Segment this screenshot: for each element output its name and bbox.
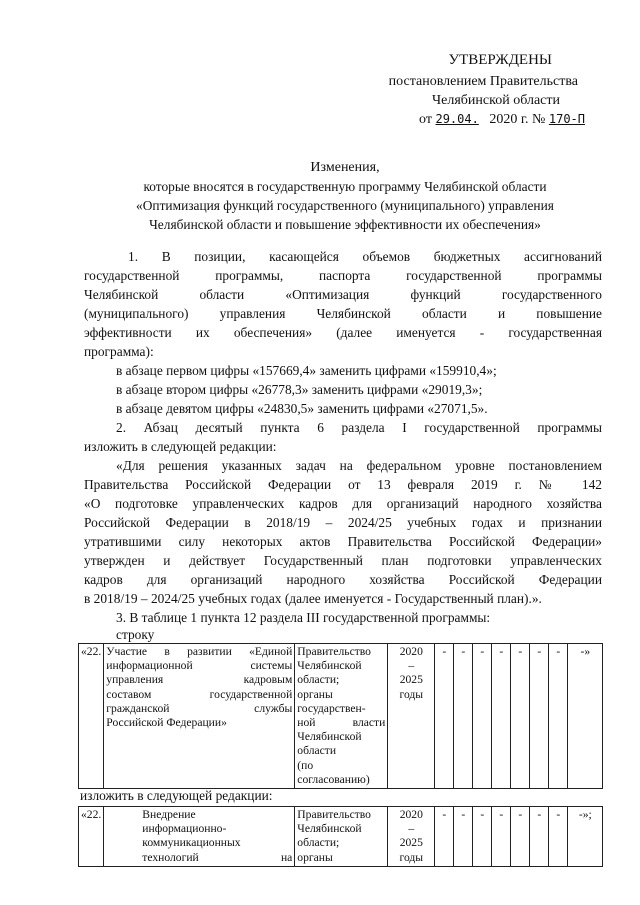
quote-line-8: в 2018/19 – 2024/25 учебных годах (далее именуется - Государственный план).». [84,591,542,606]
executor-line: ной власти [297,716,386,730]
name-line: гражданской службы [106,701,293,715]
table-row [79,644,603,789]
amendment-2: в абзаце втором цифры «26778,3» заменить цифрами «29019,3»; [116,382,483,397]
executor [295,807,388,867]
p3-line-1: 3. В таблице 1 пункта 12 раздела III государственной программы: [116,610,491,625]
p3-line-2: строку [116,627,155,642]
executor-line: Челябинской [297,822,362,836]
name-line: информационно- [142,822,227,836]
executor-line: (по [297,758,314,772]
name-line: информационной системы [106,659,293,673]
executor-line: области; [297,836,340,850]
value-cell: - [454,807,473,867]
quote-line-3: «О подготовке управленческих кадров для организаций народного хозяйства [84,496,602,511]
approval-heading: УТВЕРЖДЕНЫ [448,52,552,68]
quote-line-7: кадров для организаций народного хозяйства Российской Федерации [84,572,602,587]
period-line: 2025 [399,673,423,687]
p2-line-1: 2. Абзац десятый пункта 6 раздела I государственной программы [116,420,602,435]
name-line: коммуникационных [142,836,241,850]
value-cell: - [511,807,530,867]
date-prefix: от [419,112,432,127]
title-line-2: которые вносятся в государственную программу Челябинской области [143,179,547,194]
executor-line: Правительство [297,645,371,658]
quote-line-4: Российской Федерации в 2018/19 – 2024/25 учебных годах и признании [84,515,602,530]
period [388,807,435,867]
value-cell: - [549,644,568,789]
value-cell: - [473,644,492,789]
value-cell: - [492,807,511,867]
executor-line: органы [297,687,333,701]
value-cell-end: -» [568,644,603,789]
measure-name [104,644,295,789]
value-cell-end: -»; [568,807,603,867]
executor-line: Челябинской [297,659,362,673]
value-cell: - [454,644,473,789]
amendment-1: в абзаце первом цифры «157669,4» заменить цифрами «159910,4»; [116,363,497,378]
period-line: годы [399,687,424,701]
quote-line-6: утвержден и действует Государственный план подготовки управленческих [84,553,602,568]
executor-line: Челябинской [297,730,362,744]
p1-line-1: 1. В позиции, касающейся объемов бюджетных ассигнований [128,249,602,264]
title-line-3: «Оптимизация функций государственного (муниципального) управления [136,198,554,213]
new-edition-label: изложить в следующей редакции: [80,788,273,803]
value-cell: - [435,644,454,789]
value-cell: - [530,644,549,789]
value-cell: - [492,644,511,789]
year-text: 2020 г. № [489,112,546,127]
name-line: Внедрение [142,808,196,821]
p2-line-2: изложить в следующей редакции: [84,439,277,454]
date-value: 29.04. [435,112,479,126]
executor-line: органы [297,850,333,864]
approval-line-1: постановлением Правительства [388,74,578,89]
old-row-table [78,643,603,789]
p1-line-5: эффективности их обеспечения» (далее именуется - государственная [84,325,602,340]
period-line: 2020 [399,645,423,658]
executor-line: Правительство [297,808,371,821]
p1-line-6: программа): [84,344,154,359]
name-line: Участие в развитии «Единой [106,645,293,658]
row-number: «22. [79,644,104,789]
period-line: 2020 [399,808,423,821]
quote-line-2: Правительства Российской Федерации от 13 февраля 2019 г. № 142 [84,477,602,492]
name-line: технологий на [142,850,293,864]
row-number: «22. [79,807,104,867]
name-line: Российской Федерации» [106,716,227,730]
period-line: 2025 [399,836,423,850]
executor-line: области; [297,673,340,687]
approval-line-2: Челябинской области [432,93,560,108]
value-cell: - [549,807,568,867]
value-cell: - [435,807,454,867]
period-line: – [408,659,415,673]
table-row [79,807,603,867]
name-line: управления кадровым [106,673,293,687]
period-line: – [408,822,415,836]
quote-line-5: утратившими силу некоторых актов Правительства Российской Федерации» [84,534,602,549]
name-line: составом государственной [106,687,293,701]
executor-line: области [297,744,337,758]
executor-line: государствен- [297,701,366,715]
approval-date-line [419,112,585,128]
amendment-3: в абзаце девятом цифры «24830,5» заменить цифрами «27071,5». [116,401,488,416]
period [388,644,435,789]
p1-line-3: Челябинской области «Оптимизация функций государственного [84,287,602,302]
p1-line-4: (муниципального) управления Челябинской области и повышение [84,306,602,321]
title-line-1: Изменения, [310,160,380,175]
new-row-table [78,806,603,867]
period-line: годы [399,850,424,864]
quote-line-1: «Для решения указанных задач на федеральном уровне постановлением [116,458,602,473]
executor-line: согласованию) [297,772,370,786]
value-cell: - [473,807,492,867]
executor [295,644,388,789]
p1-line-2: государственной программы, паспорта государственной программы [84,268,602,283]
document-number: 170-П [548,112,585,126]
measure-name [104,807,295,867]
value-cell: - [511,644,530,789]
title-line-4: Челябинской области и повышение эффективности их обеспечения» [149,217,541,232]
value-cell: - [530,807,549,867]
